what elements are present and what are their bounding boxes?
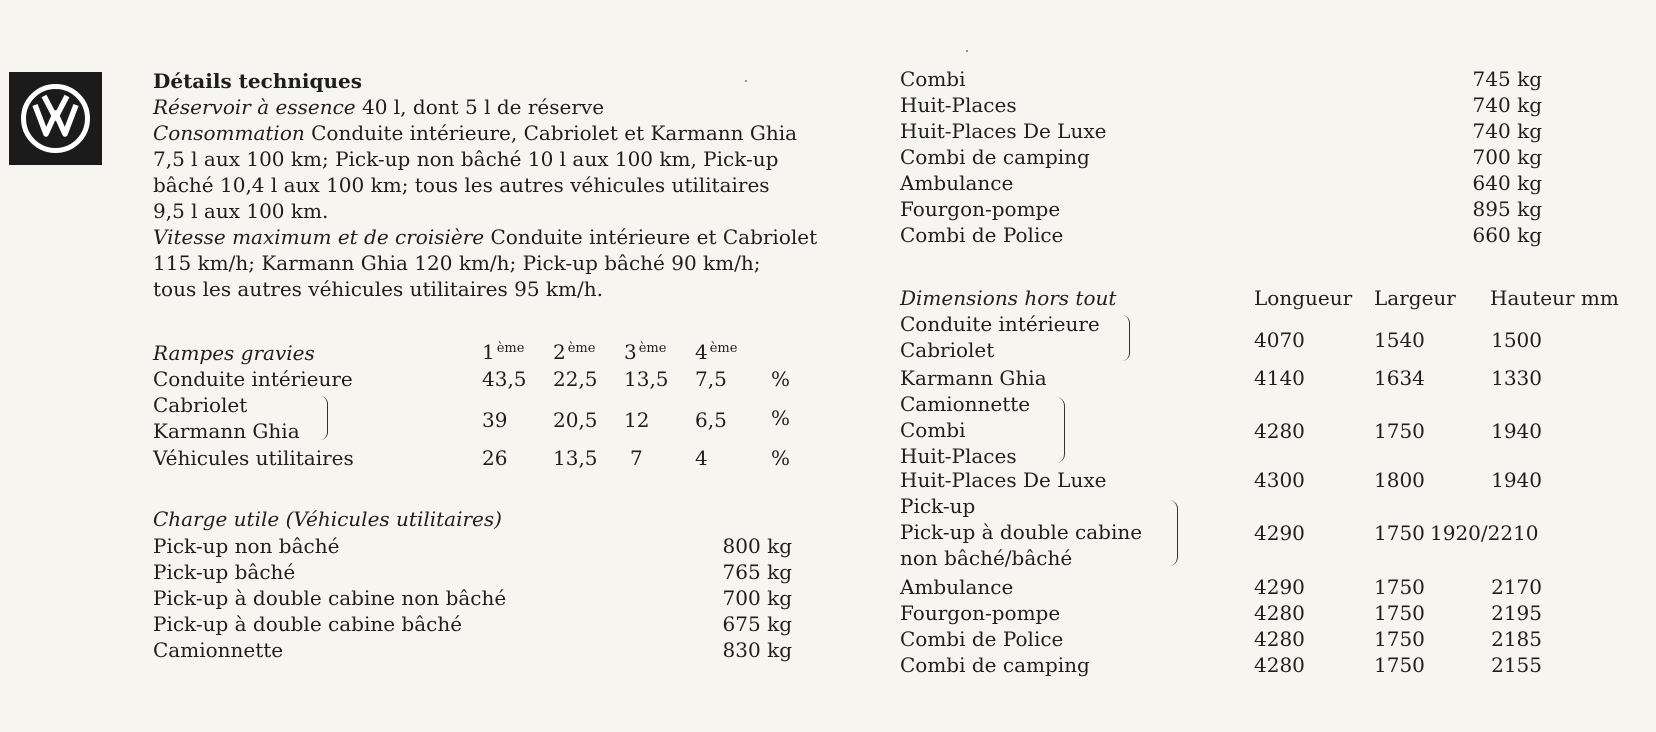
rampes-value: 13,5 — [553, 446, 598, 470]
charge-row-label: Camionnette — [153, 638, 284, 662]
consumption-line-1: Conduite intérieure, Cabriolet et Karmann Ghia — [304, 121, 798, 145]
charge-row-value: 765 kg — [722, 560, 792, 584]
rampes-value: 7 — [630, 446, 643, 470]
dim-row-label: Combi de camping — [900, 653, 1090, 677]
dim-width: 1750 — [1374, 627, 1425, 651]
gear-header-2 — [553, 336, 595, 365]
charge-row-label: Huit-Places — [900, 93, 1017, 117]
rampes-row-label: Conduite intérieure — [153, 367, 353, 391]
rampes-value: 22,5 — [553, 367, 598, 391]
charge-row-value: 740 kg — [1472, 119, 1542, 143]
gear-header-1 — [482, 336, 524, 365]
dim-row-label: Combi — [900, 418, 966, 442]
dim-width: 1800 — [1374, 468, 1425, 492]
charge-row-value: 700 kg — [722, 586, 792, 610]
dim-row-label: Combi de Police — [900, 627, 1064, 651]
charge-row-value: 800 kg — [722, 534, 792, 558]
charge-row-label: Combi de camping — [900, 145, 1090, 169]
dimensions-title: Dimensions hors tout — [900, 286, 1117, 310]
dim-row-label: Huit-Places De Luxe — [900, 468, 1107, 492]
gear-header-4 — [695, 336, 737, 365]
dim-height: 1940 — [1491, 419, 1542, 443]
gear-number: 2 — [553, 340, 566, 364]
dim-height: 1940 — [1491, 468, 1542, 492]
dim-width: 1750 — [1374, 419, 1425, 443]
dim-height: 1500 — [1491, 328, 1542, 352]
gear-suffix: ème — [567, 341, 596, 356]
rampes-row-label-2: Karmann Ghia — [153, 419, 300, 443]
dim-height: 2185 — [1491, 627, 1542, 651]
details-reservoir-line — [153, 94, 604, 120]
dim-height: 1920/2210 — [1430, 521, 1539, 545]
dim-row-label: Pick-up — [900, 494, 976, 518]
reservoir-value: 40 l, dont 5 l de réserve — [355, 95, 605, 119]
gear-number: 3 — [624, 340, 637, 364]
dim-width: 1750 — [1374, 601, 1425, 625]
consumption-line-4: 9,5 l aux 100 km. — [153, 199, 329, 223]
rampes-value: 13,5 — [624, 367, 669, 391]
group-brace — [1055, 397, 1065, 463]
details-title: Détails techniques — [153, 69, 363, 93]
charge-row-label: Huit-Places De Luxe — [900, 119, 1107, 143]
charge-row-value: 740 kg — [1472, 93, 1542, 117]
dim-row-label: Camionnette — [900, 392, 1031, 416]
dim-row-label: Huit-Places — [900, 444, 1017, 468]
dim-length: 4070 — [1254, 328, 1305, 352]
dim-height: 2155 — [1491, 653, 1542, 677]
dim-length: 4290 — [1254, 575, 1305, 599]
rampes-title: Rampes gravies — [153, 341, 315, 365]
dim-length: 4280 — [1254, 627, 1305, 651]
dim-length: 4280 — [1254, 653, 1305, 677]
speed-line-1: Conduite intérieure et Cabriolet — [484, 225, 818, 249]
charge-row-label: Pick-up à double cabine bâché — [153, 612, 463, 636]
rampes-row-label: Véhicules utilitaires — [153, 446, 354, 470]
dim-width: 1750 — [1374, 521, 1425, 545]
rampes-value: 12 — [624, 408, 650, 432]
rampes-value: 20,5 — [553, 408, 598, 432]
dim-row-label: Ambulance — [900, 575, 1014, 599]
charge-row-label: Combi — [900, 67, 966, 91]
dim-row-label: Fourgon-pompe — [900, 601, 1061, 625]
dim-length: 4280 — [1254, 419, 1305, 443]
charge-row-label: Pick-up bâché — [153, 560, 296, 584]
vw-emblem-icon — [9, 72, 102, 165]
rampes-value: 26 — [482, 446, 508, 470]
speed-label: Vitesse maximum et de croisière — [153, 225, 485, 249]
charge-row-value: 830 kg — [722, 638, 792, 662]
speed-line-3: tous les autres véhicules utilitaires 95 km/h. — [153, 277, 603, 301]
dim-row-label: Karmann Ghia — [900, 366, 1047, 390]
rampes-unit: % — [771, 406, 791, 430]
charge-row-label: Pick-up à double cabine non bâché — [153, 586, 507, 610]
charge-row-value: 745 kg — [1472, 67, 1542, 91]
dim-height: 2195 — [1491, 601, 1542, 625]
dim-length: 4140 — [1254, 366, 1305, 390]
group-brace — [1122, 315, 1130, 361]
rampes-value: 6,5 — [695, 408, 727, 432]
rampes-row-label: Cabriolet — [153, 393, 248, 417]
print-speck — [966, 50, 968, 52]
consumption-label: Consommation — [153, 121, 305, 145]
vw-logo — [9, 72, 102, 165]
group-brace — [1168, 500, 1178, 566]
rampes-unit: % — [771, 446, 791, 470]
charge-row-value: 675 kg — [722, 612, 792, 636]
rampes-value: 43,5 — [482, 367, 527, 391]
rampes-unit: % — [771, 367, 791, 391]
dim-header-length: Longueur — [1254, 286, 1353, 310]
dim-height: 1330 — [1491, 366, 1542, 390]
charge-row-value: 895 kg — [1472, 197, 1542, 221]
charge-row-value: 640 kg — [1472, 171, 1542, 195]
dim-width: 1750 — [1374, 653, 1425, 677]
dim-row-label: Conduite intérieure — [900, 312, 1100, 336]
reservoir-label: Réservoir à essence — [153, 95, 356, 119]
gear-number: 1 — [482, 340, 495, 364]
dim-width: 1750 — [1374, 575, 1425, 599]
charge-row-label: Fourgon-pompe — [900, 197, 1061, 221]
dim-width: 1540 — [1374, 328, 1425, 352]
dim-length: 4290 — [1254, 521, 1305, 545]
charge-row-label: Pick-up non bâché — [153, 534, 340, 558]
details-consumption-line — [153, 120, 797, 146]
gear-suffix: ème — [496, 341, 525, 356]
rampes-value: 39 — [482, 408, 508, 432]
dim-row-label: Pick-up à double cabine — [900, 520, 1143, 544]
dim-header-height: Hauteur mm — [1490, 286, 1619, 310]
group-brace — [320, 396, 328, 440]
dim-height: 2170 — [1491, 575, 1542, 599]
consumption-line-2: 7,5 l aux 100 km; Pick-up non bâché 10 l aux 100 km, Pick-up — [153, 147, 779, 171]
gear-number: 4 — [695, 340, 708, 364]
print-speck — [745, 80, 747, 82]
dim-row-label: non bâché/bâché — [900, 546, 1073, 570]
consumption-line-3: bâché 10,4 l aux 100 km; tous les autres véhicules utilitaires — [153, 173, 770, 197]
details-speed-line — [153, 224, 817, 250]
dim-width: 1634 — [1374, 366, 1425, 390]
gear-suffix: ème — [709, 341, 738, 356]
rampes-value: 4 — [695, 446, 708, 470]
charge-row-value: 700 kg — [1472, 145, 1542, 169]
speed-line-2: 115 km/h; Karmann Ghia 120 km/h; Pick-up bâché 90 km/h; — [153, 251, 761, 275]
gear-suffix: ème — [638, 341, 667, 356]
rampes-value: 7,5 — [695, 367, 727, 391]
charge-row-label: Ambulance — [900, 171, 1014, 195]
gear-header-3 — [624, 336, 666, 365]
dim-length: 4280 — [1254, 601, 1305, 625]
dim-header-width: Largeur — [1374, 286, 1456, 310]
dim-length: 4300 — [1254, 468, 1305, 492]
dim-row-label: Cabriolet — [900, 338, 995, 362]
charge-title: Charge utile (Véhicules utilitaires) — [153, 507, 502, 531]
charge-row-label: Combi de Police — [900, 223, 1064, 247]
charge-row-value: 660 kg — [1472, 223, 1542, 247]
